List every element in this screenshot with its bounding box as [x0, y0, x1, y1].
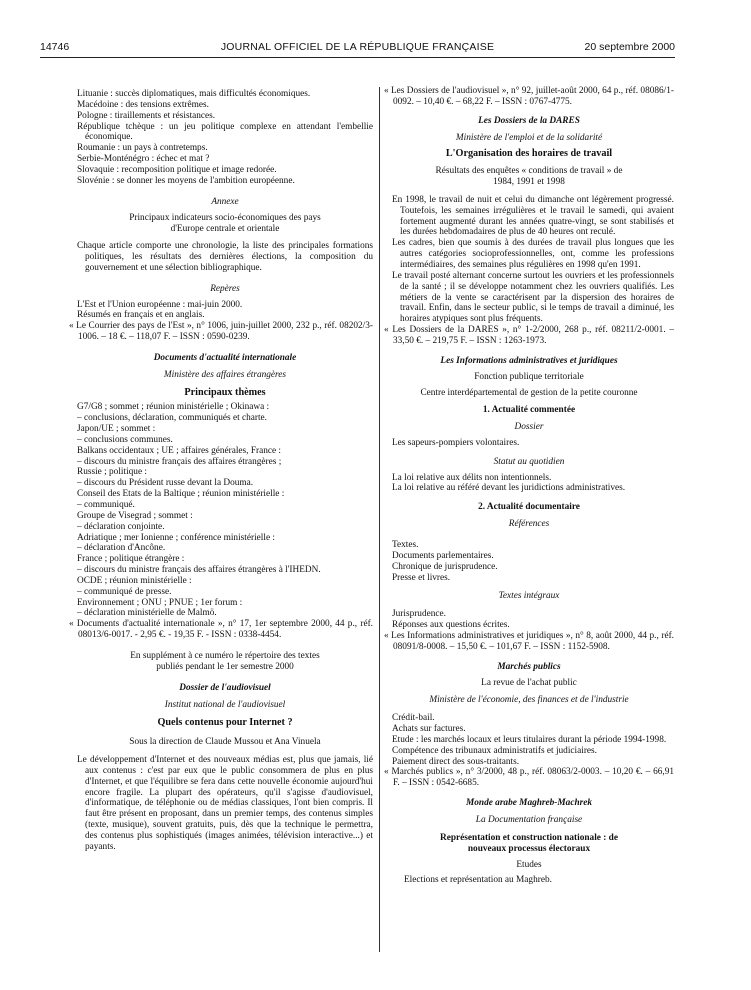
audio-title: Quels contenus pour Internet ?	[157, 717, 293, 729]
issue-date: 20 septembre 2000	[584, 41, 675, 53]
theme-item: – déclaration d'Ancône.	[77, 543, 166, 554]
right-column	[384, 86, 674, 886]
docs-reference: « Documents d'actualité internationale », n° 17, 1er septembre 2000, 44 p., réf. 08013/6-0017. - 2,95 €. - 19,35 F. - ISSN : 0338-4454.	[69, 619, 373, 641]
audio-text: Le développement d'Internet et des nouveaux médias est, plus que jamais, lié aux contenus : c'est par eux que le public consommera de plus en plus d'Internet, et que l'équilibre se fera dans cette nouvelle économie aujourd'hui encore fragile. La plupart des opérateurs, qu'il s'agisse d'audiovisuel, d'informatique, de téléphonie ou de médias classiques, l'ont bien compris. Il faut être présent en proposant, dans un premier temps, des contenus simples (texte, musique), souvent gratuits, puis, dès que la technique le permettra, des contenus plus sophistiqués (images animées, télévision interactive...) et payants.	[77, 755, 373, 852]
annexe-heading: Annexe	[211, 196, 239, 207]
theme-item: – conclusions communes.	[77, 434, 173, 445]
supplement-note: En supplément à ce numéro le répertoire des textes publiés pendant le 1er semestre 2000	[130, 650, 320, 672]
audio-heading: Dossier de l'audiovisuel	[179, 682, 271, 693]
country-item: Lituanie : succès diplomatiques, mais difficultés économiques.	[77, 89, 311, 99]
docs-title: Principaux thèmes	[184, 386, 266, 398]
dares-paragraph: En 1998, le travail de nuit et celui du dimanche ont légèrement progressé. Toutefois, les semaines irrégulières et le travail le samedi, qui avaient fortement augmenté durant les années quatre-vingt, se sont stabilisés et les durées hebdomadaires de plus de 40 heures ont reculé.	[392, 194, 674, 238]
page-number: 14746	[40, 41, 70, 53]
ma-publisher: La Documentation française	[475, 814, 583, 825]
theme-item: Groupe de Visegrad ; sommet :	[77, 510, 193, 521]
info-statut-item: La loi relative au référé devant les juridictions administratives.	[392, 483, 626, 494]
info-reference-item: Presse et livres.	[392, 572, 451, 583]
theme-item: France ; politique étrangère :	[77, 554, 185, 565]
dares-heading: Les Dossiers de la DARES	[478, 115, 580, 126]
info-section-2: 2. Actualité documentaire	[478, 502, 580, 513]
theme-item: Russie ; politique :	[77, 467, 147, 478]
audio-institute: Institut national de l'audiovisuel	[164, 699, 286, 710]
dares-reference: « Les Dossiers de la DARES », n° 1-2/2000, 268 p., réf. 08211/2-0001. – 33,50 €. – 219,75 F. – ISSN : 1263-1973.	[384, 325, 674, 346]
country-item: Slovénie : se donner les moyens de l'ambition européenne.	[77, 175, 295, 186]
dares-paragraph: Les cadres, bien que soumis à des durées de travail plus longues que les autres catégories socioprofessionnelles, ont, comme les professions intermédiaires, des semaines plus régulières en 1998 qu'en 1991.	[392, 238, 674, 270]
audio-reference: « Les Dossiers de l'audiovisuel », n° 92, juillet-août 2000, 64 p., réf. 08086/1-0092. – 10,40 €. – 68,22 F. – ISSN : 0767-4775.	[384, 86, 674, 107]
info-subheading: Fonction publique territoriale	[474, 371, 584, 382]
annexe-title: Principaux indicateurs socio-économiques des pays d'Europe centrale et orientale	[129, 213, 321, 235]
header-rule	[40, 57, 675, 58]
country-item: Macédoine : des tensions extrêmes.	[77, 99, 209, 110]
column-divider	[379, 87, 380, 952]
mp-item: Paiement direct des sous-traitants.	[392, 756, 520, 767]
info-heading: Les Informations administratives et juridiques	[440, 355, 618, 366]
reperes-item: L'Est et l'Union européenne : mai-juin 2000.	[77, 299, 243, 310]
theme-item: – discours du ministre français des affaires étrangères à l'IHEDN.	[77, 565, 321, 576]
info-reference: « Les Informations administratives et juridiques », n° 8, août 2000, 44 p., réf. 08091/8-0008. – 15,50 €. – 101,67 F. – ISSN : 1152-5908.	[384, 630, 674, 652]
info-dossier-heading: Dossier	[514, 422, 544, 433]
mp-item: Crédit-bail.	[392, 713, 435, 724]
info-dossier-item: Les sapeurs-pompiers volontaires.	[392, 437, 520, 448]
mp-reference: « Marchés publics », n° 3/2000, 48 p., réf. 08063/2-0003. – 10,20 €. – 66,91 F. – ISSN : 0542-6685.	[384, 767, 674, 789]
dares-title: L'Organisation des horaires de travail	[445, 148, 613, 160]
theme-item: Japon/UE ; sommet :	[77, 424, 156, 435]
ma-heading: Monde arabe Maghreb-Machrek	[465, 798, 593, 809]
docs-heading: Documents d'actualité internationale	[153, 352, 297, 363]
info-reference-item: Textes.	[392, 540, 419, 550]
info-textes-heading: Textes intégraux	[498, 591, 560, 602]
theme-item: Environnement ; ONU ; PNUE ; 1er forum :	[77, 597, 243, 608]
mp-heading: Marchés publics	[497, 661, 561, 672]
mp-item: Compétence des tribunaux administratifs et judiciaires.	[392, 745, 597, 756]
ma-etudes-heading: Etudes	[516, 860, 542, 871]
country-item: Pologne : tiraillements et résistances.	[77, 110, 216, 121]
ma-item: Elections et représentation au Maghreb.	[404, 875, 552, 886]
theme-item: – discours du Président russe devant la Douma.	[77, 478, 254, 489]
info-textes-item: Jurisprudence.	[392, 609, 446, 620]
info-subheading-2: Centre interdépartemental de gestion de la petite couronne	[420, 388, 638, 399]
country-item: Slovaquie : recomposition politique et image redorée.	[77, 164, 277, 175]
audio-direction: Sous la direction de Claude Mussou et Ana Vinuela	[129, 737, 321, 748]
dares-paragraph: Le travail posté alternant concerne surtout les ouvriers et les professionnels de la santé ; il se développe notamment chez les ouvriers qualifiés. Les métiers de la vente se caractérisent par la dispersion des horaires de travail. Enfin, dans le secteur public, si le temps de travail a diminué, les horaires atypiques sont plus fréquents.	[392, 270, 674, 325]
theme-item: – déclaration ministérielle de Malmö.	[77, 608, 217, 619]
country-item: Serbie-Monténégro : échec et mat ?	[77, 154, 210, 165]
reperes-item: Résumés en français et en anglais.	[77, 310, 205, 321]
theme-item: G7/G8 ; sommet ; réunion ministérielle ; Okinawa :	[77, 402, 270, 413]
docs-theme-list	[77, 402, 373, 619]
ma-title: Représentation et construction nationale : de nouveaux processus électoraux	[440, 832, 618, 854]
docs-ministry: Ministère des affaires étrangères	[163, 369, 287, 380]
info-reference-item: Chronique de jurisprudence.	[392, 561, 498, 572]
reperes-heading: Repères	[210, 283, 240, 294]
dares-ministry: Ministère de l'emploi et de la solidarité	[455, 132, 603, 143]
theme-item: – conclusions, déclaration, communiqués et charte.	[77, 413, 268, 424]
info-section-1: 1. Actualité commentée	[482, 405, 576, 416]
country-list	[77, 89, 373, 187]
theme-item: Adriatique ; mer Ionienne ; conférence ministérielle :	[77, 532, 275, 543]
theme-item: Balkans occidentaux ; UE ; affaires générales, France :	[77, 445, 282, 456]
theme-item: – discours du ministre français des affaires étrangères ;	[77, 456, 282, 467]
mp-subheading: La revue de l'achat public	[481, 678, 577, 689]
info-references-heading: Références	[508, 519, 550, 530]
mp-ministry: Ministère de l'économie, des finances et de l'industrie	[429, 695, 629, 706]
mp-item: Achats sur factures.	[392, 723, 466, 734]
theme-item: Conseil des Etats de la Baltique ; réunion ministérielle :	[77, 489, 285, 500]
reperes-reference: « Le Courrier des pays de l'Est », n° 1006, juin-juillet 2000, 232 p., réf. 08202/3-1006. – 18 €. – 118,07 F. – ISSN : 0590-0239.	[69, 321, 373, 343]
info-statut-heading: Statut au quotidien	[493, 456, 565, 467]
country-item: République tchèque : un jeu politique complexe en attendant l'embellie économique.	[77, 121, 373, 143]
dares-subtitle: Résultats des enquêtes « conditions de travail » de 1984, 1991 et 1998	[435, 166, 623, 188]
page-header	[40, 41, 675, 55]
info-textes-item: Réponses aux questions écrites.	[392, 620, 510, 631]
mp-item: Etude : les marchés locaux et leurs titulaires durant la période 1994-1998.	[392, 734, 667, 745]
info-statut-item: La loi relative aux délits non intentionnels.	[392, 472, 552, 483]
annexe-text: Chaque article comporte une chronologie, la liste des principales formations politiques, les résultats des dernières élections, la composition du gouvernement et une sélection bibliographique.	[77, 241, 373, 273]
theme-item: – déclaration conjointe.	[77, 521, 165, 532]
journal-title: JOURNAL OFFICIEL DE LA RÉPUBLIQUE FRANÇAISE	[220, 41, 495, 53]
theme-item: OCDE ; réunion ministérielle :	[77, 575, 192, 586]
info-reference-item: Documents parlementaires.	[392, 550, 494, 561]
left-column	[69, 89, 373, 853]
theme-item: – communiqué de presse.	[77, 586, 172, 597]
country-item: Roumanie : un pays à contretemps.	[77, 143, 208, 154]
theme-item: – communiqué.	[77, 500, 135, 510]
